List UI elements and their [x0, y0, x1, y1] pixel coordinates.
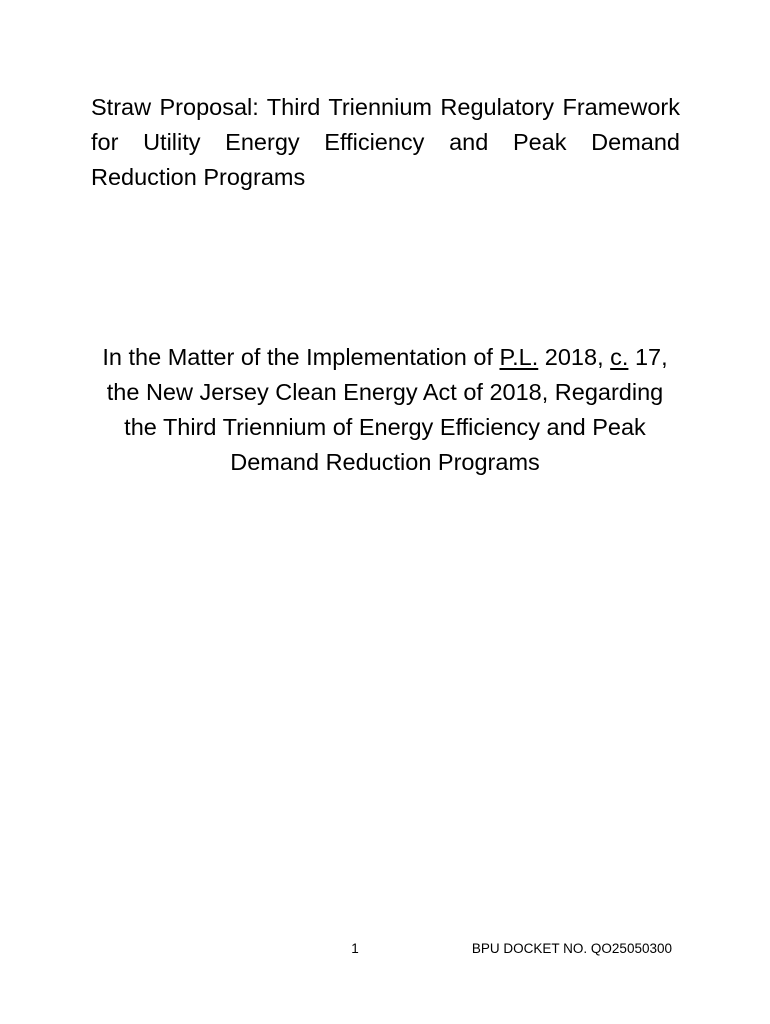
matter-pl-abbrev: P.L. — [499, 344, 539, 370]
matter-text-part1: In the Matter of the Implementation of — [102, 344, 500, 370]
matter-text-part2: 2018, — [538, 344, 611, 370]
page-number: 1 — [351, 941, 359, 956]
docket-number: BPU DOCKET NO. QO25050300 — [471, 941, 672, 956]
matter-c-abbrev: c. — [610, 344, 629, 370]
matter-text-part3: 17, the New Jersey Clean Energy Act of 2018, Regarding the Third Triennium of Energy Efficiency and Peak Demand Reduction Programs — [106, 344, 668, 475]
matter-caption — [90, 340, 680, 480]
document-title: Straw Proposal: Third Triennium Regulatory Framework for Utility Energy Efficiency and Peak Demand Reduction Programs — [91, 94, 680, 190]
